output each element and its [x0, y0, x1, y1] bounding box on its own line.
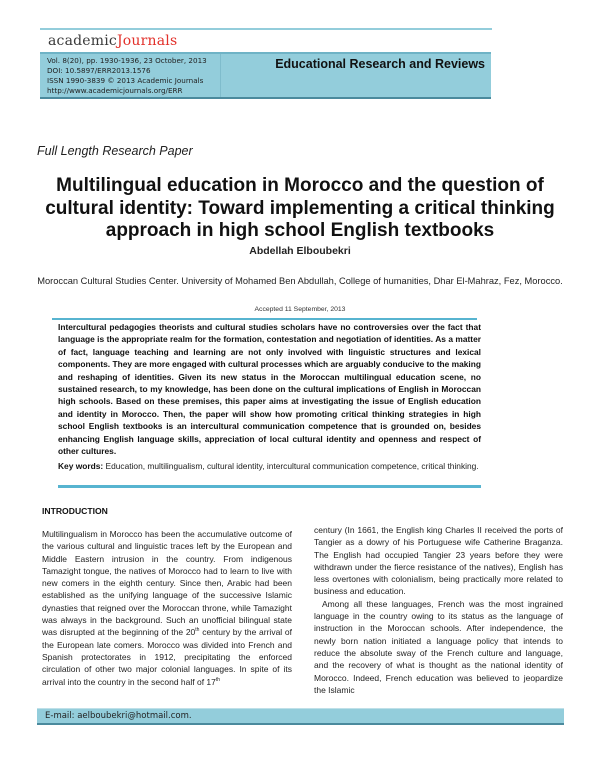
journal-header-bar	[40, 52, 491, 99]
text-run: century by the arrival of the European late comers. Morocco was divided into French and Spanish protectorates in 1912, precipitating the enforced circulation of other two major colonial languages. In spite of its arrival into the country in the second half of 17	[42, 627, 292, 687]
body-column-left	[42, 528, 292, 688]
intro-paragraph-1	[42, 528, 292, 688]
keywords-list: Education, multilingualism, cultural identity, intercultural communication competence, critical thinking.	[105, 461, 479, 471]
publication-meta	[40, 54, 221, 97]
intro-paragraph-continued: century (In 1661, the English king Charles II received the ports of Tangier as a dowry of his Portuguese wife Catherine Braganza. The English had occupied Tangier 23 years before they were withdrawn under the fierce resistance of the natives), English has less overtones with colonialism, being practically more related to business and education.	[314, 525, 563, 597]
abstract: Intercultural pedagogies theorists and cultural studies scholars have no controversies over the fact that language is the appropriate realm for the formation, contestation and negotiation of identities. As a matter of fact, language teaching and learning are not only involved with linguistic structures and lexical components. They are more engaged with cultural processes which are arguably conducive to the making and reshaping of identities. Given its new status in the Moroccan multilingual education scene, no sustained research, to my knowledge, has been done on the cultural implications of English in Moroccan high schools. Based on these premises, this paper aims at investigating the issue of English education and identity in Morocco. Then, the paper will show how promoting critical thinking strategies in high school English textbooks is an intercultural communication competence that is grounded on, besides enhancing English language skills, appreciation of local cultural identity and openness and respect of other cultures.	[58, 322, 481, 457]
superscript: th	[195, 627, 200, 634]
volume-info: Vol. 8(20), pp. 1930-1936, 23 October, 2013	[47, 56, 207, 65]
paper-type: Full Length Research Paper	[37, 144, 193, 158]
text-run: Multilingualism in Morocco has been the accumulative outcome of the various cultural and linguistic traces left by the European and Middle Eastern intrusion in the country. From indigenous Tamazight tongue, the natives of Morocco had to learn to live with new comers in the eighth century. Since then, Arabic had been established as the unifying language of the successive Islamic dynasties that reigned over the Moroccan throne, while Tamazight was always in the background. Such an unofficial bilingual state was disrupted at the beginning of the 20	[42, 529, 292, 638]
keywords-label: Key words:	[58, 461, 104, 471]
intro-paragraph-2: Among all these languages, French was the most ingrained language in the country owing to its status as the language of instruction in the Moroccan schools. After independence, the newly born nation initiated a language policy that intends to reduce the absolute sway of the French culture and language, and the recovery of what is thought as the national identity of Morocco. Indeed, French education was believed to jeopardize the Islamic	[314, 598, 563, 695]
issn: ISSN 1990-3839 © 2013 Academic Journals	[47, 76, 204, 85]
article-title: Multilingual education in Morocco and the question of cultural identity: Toward implementing a critical thinking approach in high school English textbooks	[45, 175, 555, 241]
brand-prefix: academic	[48, 33, 117, 49]
superscript: th	[215, 676, 221, 683]
abstract-top-rule	[52, 318, 477, 320]
author-email[interactable]: E-mail: aelboubekri@hotmail.com.	[45, 711, 192, 721]
accepted-date: Accepted 11 September, 2013	[254, 306, 346, 313]
footer-bar	[37, 708, 564, 725]
keywords	[58, 460, 481, 472]
journal-title: Educational Research and Reviews	[275, 57, 485, 71]
journal-url[interactable]: http://www.academicjournals.org/ERR	[47, 86, 183, 95]
section-heading-introduction: INTRODUCTION	[42, 506, 108, 516]
doi: DOI: 10.5897/ERR2013.1576	[47, 66, 151, 75]
header-top-rule	[40, 28, 492, 30]
author-affiliation: Moroccan Cultural Studies Center. University of Mohamed Ben Abdullah, College of humanities, Dhar El-Mahraz, Fez, Morocco.	[37, 276, 563, 286]
body-column-right	[314, 524, 563, 696]
abstract-bottom-rule	[58, 485, 481, 488]
author-name: Abdellah Elboubekri	[249, 245, 351, 257]
brand-suffix: Journals	[116, 33, 178, 49]
publisher-logo	[48, 33, 177, 49]
